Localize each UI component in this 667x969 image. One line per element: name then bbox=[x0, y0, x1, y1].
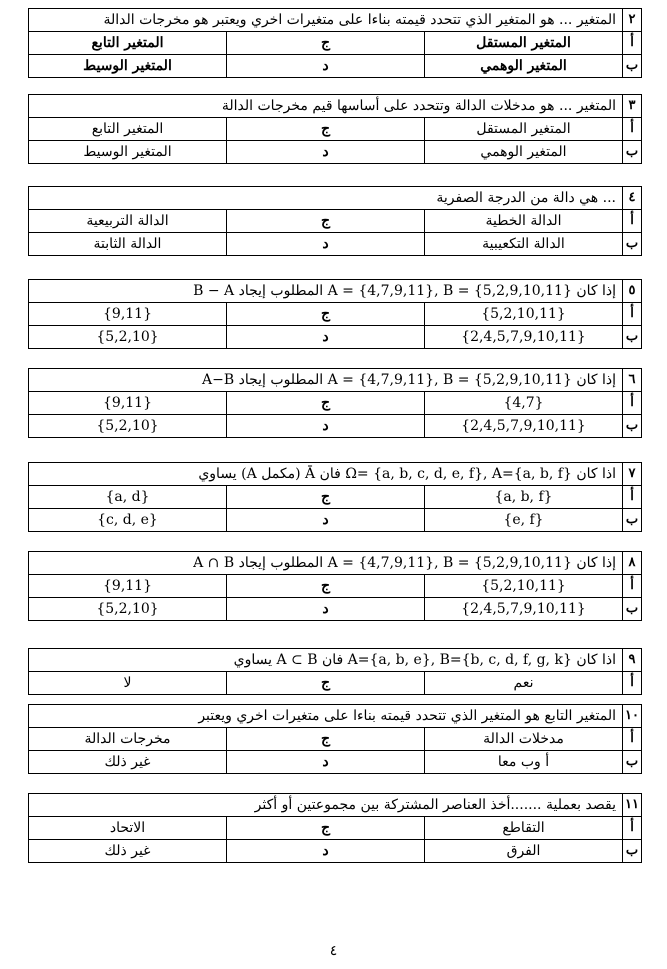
option-label: أ bbox=[623, 118, 642, 141]
option-right: المتغير المستقل bbox=[425, 32, 623, 55]
option-left: {5,2,10} bbox=[29, 326, 227, 349]
question-text bbox=[29, 649, 623, 672]
question-math: Ω= {a, b, c, d, e, f}, A={a, b, f} bbox=[345, 466, 572, 482]
question-suffix: المطلوب إيجاد bbox=[238, 555, 324, 571]
option-right: المتغير الوهمي bbox=[425, 55, 623, 78]
option-mid-label: ج bbox=[227, 817, 425, 840]
option-label: أ bbox=[623, 817, 642, 840]
option-right: الفرق bbox=[425, 840, 623, 863]
option-mid-label: د bbox=[227, 326, 425, 349]
option-right: {2,4,5,7,9,10,11} bbox=[425, 326, 623, 349]
question-target: A−B bbox=[202, 372, 235, 388]
question-number: ٥ bbox=[623, 280, 642, 303]
question-text: يقصد بعملية .......أخذ العناصر المشتركة بين مجموعتين أو أكثر bbox=[29, 794, 623, 817]
question-2 bbox=[28, 8, 642, 78]
option-right: {5,2,10,11} bbox=[425, 575, 623, 598]
question-suffix: فان Ā (مكمل A) يساوي bbox=[198, 466, 341, 482]
option-mid-label: د bbox=[227, 141, 425, 164]
option-left: {c, d, e} bbox=[29, 509, 227, 532]
question-number: ٩ bbox=[623, 649, 642, 672]
option-mid-label: ج bbox=[227, 672, 425, 695]
question-text bbox=[29, 280, 623, 303]
option-left: لا bbox=[29, 672, 227, 695]
question-6 bbox=[28, 368, 642, 438]
option-mid-label: ج bbox=[227, 486, 425, 509]
question-5 bbox=[28, 279, 642, 349]
question-suffix: المطلوب إيجاد bbox=[238, 283, 324, 299]
question-number: ٢ bbox=[623, 9, 642, 32]
option-mid-label: د bbox=[227, 840, 425, 863]
option-label: أ bbox=[623, 32, 642, 55]
option-left: الاتحاد bbox=[29, 817, 227, 840]
option-mid-label: ج bbox=[227, 392, 425, 415]
option-row bbox=[29, 55, 642, 78]
question-row bbox=[29, 9, 642, 32]
option-label: أ bbox=[623, 210, 642, 233]
option-mid-label: ج bbox=[227, 118, 425, 141]
option-right: {2,4,5,7,9,10,11} bbox=[425, 598, 623, 621]
question-prefix: اذا كان bbox=[576, 466, 616, 482]
question-4 bbox=[28, 186, 642, 256]
option-mid-label: ج bbox=[227, 575, 425, 598]
question-number: ٦ bbox=[623, 369, 642, 392]
question-prefix: إذا كان bbox=[576, 372, 616, 388]
option-mid-label: ج bbox=[227, 210, 425, 233]
option-label: ب bbox=[623, 751, 642, 774]
question-target: A ∩ B bbox=[193, 555, 235, 571]
option-label: ب bbox=[623, 141, 642, 164]
question-text bbox=[29, 369, 623, 392]
question-prefix: إذا كان bbox=[576, 283, 616, 299]
option-left: {9,11} bbox=[29, 303, 227, 326]
option-right: الدالة التكعيبية bbox=[425, 233, 623, 256]
option-left: الدالة التربيعية bbox=[29, 210, 227, 233]
option-label: أ bbox=[623, 486, 642, 509]
option-right: {e, f} bbox=[425, 509, 623, 532]
question-math: A={a, b, e}, B={b, c, d, f, g, k} bbox=[347, 652, 572, 668]
option-label: ب bbox=[623, 326, 642, 349]
question-text: المتغير ... هو مدخلات الدالة وتتحدد على أساسها قيم مخرجات الدالة bbox=[29, 95, 623, 118]
option-right: مدخلات الدالة bbox=[425, 728, 623, 751]
option-mid-label: د bbox=[227, 233, 425, 256]
option-right: المتغير المستقل bbox=[425, 118, 623, 141]
option-left: {5,2,10} bbox=[29, 598, 227, 621]
question-math: A = {4,7,9,11}, B = {5,2,9,10,11} bbox=[327, 283, 572, 299]
option-mid-label: د bbox=[227, 55, 425, 78]
question-text bbox=[29, 552, 623, 575]
question-3 bbox=[28, 94, 642, 164]
question-math: A = {4,7,9,11}, B = {5,2,9,10,11} bbox=[327, 555, 572, 571]
question-math: A = {4,7,9,11}, B = {5,2,9,10,11} bbox=[327, 372, 572, 388]
option-label: ب bbox=[623, 415, 642, 438]
option-left: {a, d} bbox=[29, 486, 227, 509]
option-left: {9,11} bbox=[29, 575, 227, 598]
option-mid-label: د bbox=[227, 509, 425, 532]
option-left: {9,11} bbox=[29, 392, 227, 415]
option-left: الدالة الثابتة bbox=[29, 233, 227, 256]
option-label: أ bbox=[623, 303, 642, 326]
option-left: المتغير التابع bbox=[29, 32, 227, 55]
option-right: {5,2,10,11} bbox=[425, 303, 623, 326]
option-left: المتغير الوسيط bbox=[29, 141, 227, 164]
question-text: ... هي دالة من الدرجة الصفرية bbox=[29, 187, 623, 210]
question-7 bbox=[28, 462, 642, 532]
option-left: مخرجات الدالة bbox=[29, 728, 227, 751]
question-suffix: المطلوب إيجاد bbox=[238, 372, 324, 388]
option-right: التقاطع bbox=[425, 817, 623, 840]
question-number: ٨ bbox=[623, 552, 642, 575]
option-label: ب bbox=[623, 233, 642, 256]
question-8 bbox=[28, 551, 642, 621]
option-label: ب bbox=[623, 509, 642, 532]
option-mid-label: ج bbox=[227, 32, 425, 55]
option-left: غير ذلك bbox=[29, 840, 227, 863]
question-text bbox=[29, 463, 623, 486]
option-right: الدالة الخطية bbox=[425, 210, 623, 233]
option-right: المتغير الوهمي bbox=[425, 141, 623, 164]
option-mid-label: د bbox=[227, 751, 425, 774]
question-10 bbox=[28, 704, 642, 774]
option-label: ب bbox=[623, 55, 642, 78]
option-mid-label: ج bbox=[227, 303, 425, 326]
question-target: B − A bbox=[193, 283, 235, 299]
question-text: المتغير التابع هو المتغير الذي تتحدد قيمته بناءا على متغيرات اخري ويعتبر bbox=[29, 705, 623, 728]
option-label: ب bbox=[623, 598, 642, 621]
question-suffix: فان A ⊂ B يساوي bbox=[233, 652, 344, 668]
option-mid-label: د bbox=[227, 598, 425, 621]
question-number: ١١ bbox=[623, 794, 642, 817]
option-right: أ وب معا bbox=[425, 751, 623, 774]
option-left: المتغير التابع bbox=[29, 118, 227, 141]
question-9 bbox=[28, 648, 642, 695]
question-number: ٧ bbox=[623, 463, 642, 486]
option-left: {5,2,10} bbox=[29, 415, 227, 438]
option-mid-label: ج bbox=[227, 728, 425, 751]
option-left: غير ذلك bbox=[29, 751, 227, 774]
question-number: ٣ bbox=[623, 95, 642, 118]
option-right: نعم bbox=[425, 672, 623, 695]
question-prefix: اذا كان bbox=[576, 652, 616, 668]
option-row bbox=[29, 32, 642, 55]
option-mid-label: د bbox=[227, 415, 425, 438]
question-prefix: إذا كان bbox=[576, 555, 616, 571]
question-text: المتغير ... هو المتغير الذي تتحدد قيمته بناءا على متغيرات اخري ويعتبر هو مخرجات الدالة bbox=[29, 9, 623, 32]
option-right: {a, b, f} bbox=[425, 486, 623, 509]
option-right: {2,4,5,7,9,10,11} bbox=[425, 415, 623, 438]
option-right: {4,7} bbox=[425, 392, 623, 415]
option-label: ب bbox=[623, 840, 642, 863]
question-number: ١٠ bbox=[623, 705, 642, 728]
option-label: أ bbox=[623, 392, 642, 415]
option-left: المتغير الوسيط bbox=[29, 55, 227, 78]
option-label: أ bbox=[623, 575, 642, 598]
page-number: ٤ bbox=[329, 943, 338, 959]
question-number: ٤ bbox=[623, 187, 642, 210]
option-label: أ bbox=[623, 728, 642, 751]
question-11 bbox=[28, 793, 642, 863]
option-label: أ bbox=[623, 672, 642, 695]
